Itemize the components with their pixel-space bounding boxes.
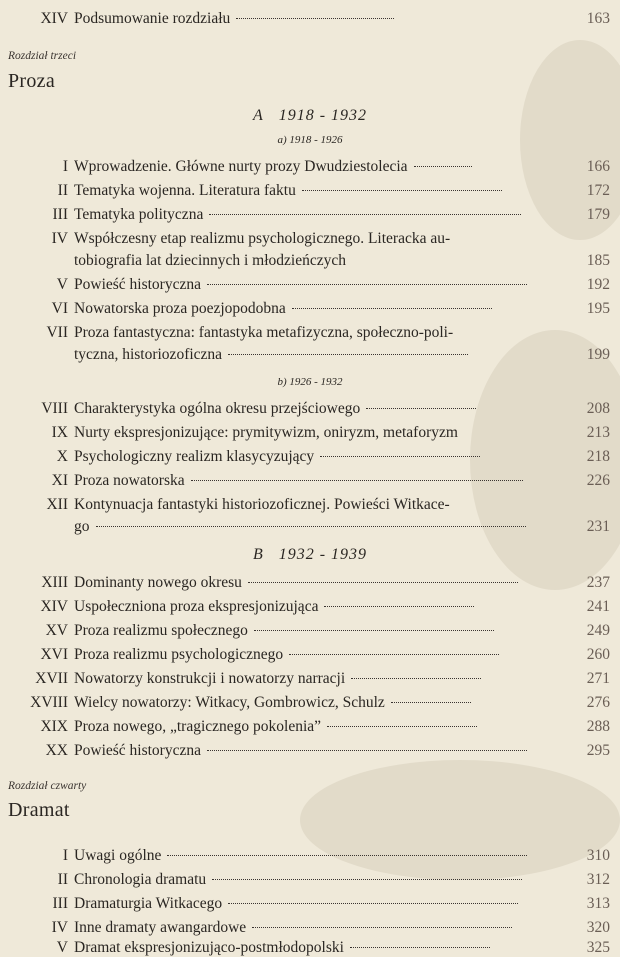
entry-title: Powieść historyczna: [74, 275, 554, 294]
entry-title: Dramaturgia Witkacego: [74, 894, 554, 913]
part-heading: A 1918 - 1932: [252, 107, 368, 124]
entry-page: 310: [586, 847, 610, 864]
entry-page: 195: [586, 300, 610, 317]
entry-title: Dominanty nowego okresu: [74, 573, 554, 592]
chapter-title: Dramat: [8, 799, 70, 821]
entry-page: 260: [586, 646, 610, 663]
entry-title: Uspołeczniona proza ekspresjonizująca: [74, 597, 554, 616]
entry-title: Nurty ekspresjonizujące: prymitywizm, oniryzm, metaforyzm: [74, 424, 458, 441]
entry-title: Nowatorzy konstrukcji i nowatorzy narracji: [74, 669, 554, 688]
entry-number: XIX: [40, 718, 68, 735]
entry-number: III: [52, 895, 68, 912]
entry-number: XII: [46, 496, 68, 513]
entry-page: 312: [586, 871, 610, 888]
entry-page: 320: [586, 919, 610, 936]
entry-page: 276: [586, 694, 610, 711]
entry-title: Inne dramaty awangardowe: [74, 918, 554, 937]
entry-page: 208: [586, 400, 610, 417]
entry-page: 231: [586, 518, 610, 535]
entry-title: Wielcy nowatorzy: Witkacy, Gombrowicz, Schulz: [74, 693, 554, 712]
entry-number: IV: [51, 919, 68, 936]
entry-number: II: [57, 182, 68, 199]
chapter-title: Proza: [8, 70, 56, 92]
entry-title: Proza nowatorska: [74, 471, 554, 490]
entry-title: Dramat ekspresjonizująco-postmłodopolski: [74, 938, 554, 957]
entry-title: Proza realizmu psychologicznego: [74, 645, 554, 664]
entry-title: Kontynuacja fantastyki historiozoficznej. Powieści Witkace-: [74, 496, 450, 513]
entry-title: Powieść historyczna: [74, 741, 554, 760]
entry-page: 166: [586, 158, 610, 175]
entry-number: VII: [46, 324, 68, 341]
entry-title: Proza nowego, „tragicznego pokolenia”: [74, 717, 554, 736]
entry-page: 295: [586, 742, 610, 759]
entry-page: 325: [586, 939, 610, 956]
entry-title: tobiografia lat dziecinnych i młodzieńczych: [74, 252, 346, 269]
entry-title: Proza realizmu społecznego: [74, 621, 554, 640]
entry-number: V: [56, 276, 68, 293]
entry-number: XIV: [40, 10, 68, 27]
entry-title: Tematyka wojenna. Literatura faktu: [74, 181, 554, 200]
entry-title: Chronologia dramatu: [74, 870, 554, 889]
entry-number: III: [52, 206, 68, 223]
subperiod-heading: a) 1918 - 1926: [277, 134, 343, 146]
entry-number: XVIII: [30, 694, 68, 711]
entry-page: 237: [586, 574, 610, 591]
entry-page: 163: [586, 10, 610, 27]
entry-page: 313: [586, 895, 610, 912]
subperiod-heading: b) 1926 - 1932: [277, 376, 343, 388]
entry-number: VIII: [41, 400, 68, 417]
entry-title: Nowatorska proza poezjopodobna: [74, 299, 554, 318]
entry-title: Uwagi ogólne: [74, 846, 554, 865]
entry-title: go: [74, 517, 554, 536]
entry-title: Proza fantastyczna: fantastyka metafizyczna, społeczno-poli-: [74, 324, 454, 341]
entry-number: XIII: [41, 574, 68, 591]
entry-page: 218: [586, 448, 610, 465]
entry-title: Tematyka polityczna: [74, 205, 554, 224]
entry-page: 226: [586, 472, 610, 489]
chapter-label: Rozdział trzeci: [8, 50, 77, 62]
entry-number: X: [56, 448, 68, 465]
entry-page: 288: [586, 718, 610, 735]
entry-title: Wprowadzenie. Główne nurty prozy Dwudziestolecia: [74, 157, 554, 176]
entry-number: I: [62, 158, 68, 175]
entry-title: Psychologiczny realizm klasycyzujący: [74, 447, 554, 466]
entry-number: II: [57, 871, 68, 888]
entry-number: XX: [45, 742, 68, 759]
entry-page: 185: [586, 252, 610, 269]
entry-page: 271: [586, 670, 610, 687]
entry-title: tyczna, historiozoficzna: [74, 345, 554, 364]
entry-page: 192: [586, 276, 610, 293]
entry-number: IX: [51, 424, 68, 441]
entry-page: 179: [586, 206, 610, 223]
entry-title: Współczesny etap realizmu psychologicznego. Literacka au-: [74, 230, 451, 247]
entry-number: XVII: [35, 670, 68, 687]
entry-number: XIV: [40, 598, 68, 615]
entry-number: IV: [51, 230, 68, 247]
entry-page: 199: [586, 346, 610, 363]
entry-title: Charakterystyka ogólna okresu przejściowego: [74, 399, 554, 418]
entry-number: V: [56, 939, 68, 956]
entry-page: 241: [586, 598, 610, 615]
entry-number: XV: [45, 622, 68, 639]
entry-number: XVI: [40, 646, 68, 663]
entry-number: XI: [51, 472, 68, 489]
entry-page: 213: [586, 424, 610, 441]
chapter-label: Rozdział czwarty: [8, 780, 87, 792]
entry-number: I: [62, 847, 68, 864]
entry-title: Podsumowanie rozdziału: [74, 9, 554, 28]
part-heading: B 1932 - 1939: [252, 546, 368, 563]
entry-number: VI: [51, 300, 68, 317]
entry-page: 249: [586, 622, 610, 639]
entry-page: 172: [586, 182, 610, 199]
